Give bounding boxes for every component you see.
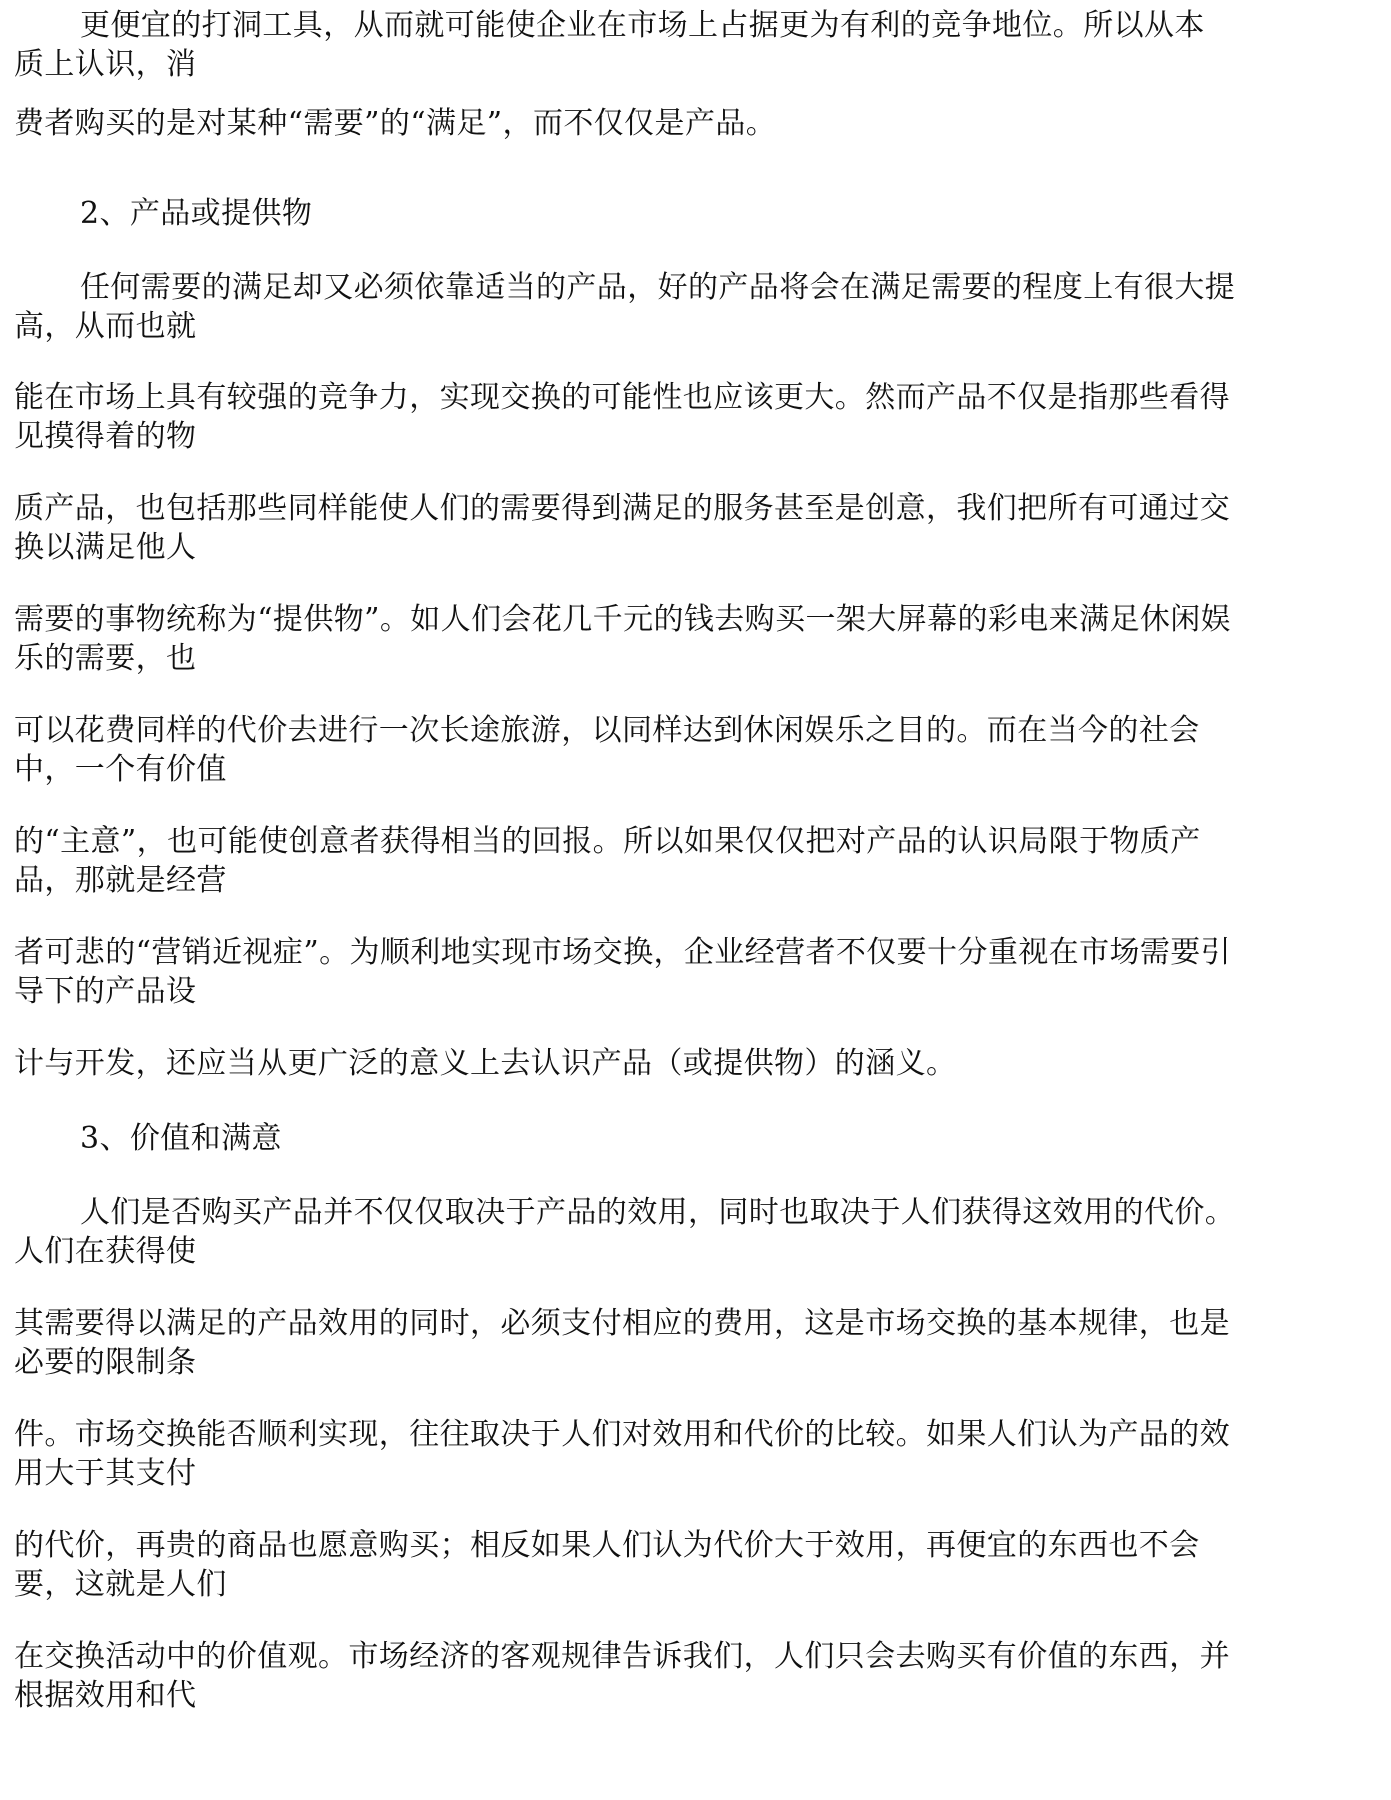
paragraph-16	[14, 1526, 1374, 1604]
document-page	[14, 0, 1374, 1800]
paragraph-line: 见摸得着的物	[14, 419, 197, 454]
paragraph-line: 件。市场交换能否顺利实现，往往取决于人们对效用和代价的比较。如果人们认为产品的效	[14, 1417, 1230, 1452]
paragraph-line: 可以花费同样的代价去进行一次长途旅游，以同样达到休闲娱乐之目的。而在当今的社会	[14, 713, 1200, 748]
paragraph-line: 质产品，也包括那些同样能使人们的需要得到满足的服务甚至是创意，我们把所有可通过交	[14, 491, 1230, 526]
paragraph-1	[14, 6, 1391, 84]
section-heading-product	[14, 194, 1391, 233]
paragraph-line: 品，那就是经营	[14, 863, 227, 898]
paragraph-line: 导下的产品设	[14, 974, 197, 1009]
paragraph-4	[14, 268, 1391, 346]
paragraph-line: 的代价，再贵的商品也愿意购买；相反如果人们认为代价大于效用，再便宜的东西也不会	[14, 1528, 1200, 1563]
paragraph-6	[14, 489, 1374, 567]
paragraph-line: 需要的事物统称为“提供物”。如人们会花几千元的钱去购买一架大屏幕的彩电来满足休闲娱	[14, 602, 1232, 637]
paragraph-line: 在交换活动中的价值观。市场经济的客观规律告诉我们，人们只会去购买有价值的东西，并	[14, 1639, 1230, 1674]
paragraph-line: 的“主意”，也可能使创意者获得相当的回报。所以如果仅仅把对产品的认识局限于物质产	[14, 824, 1201, 859]
section-heading: 2、产品或提供物	[80, 196, 313, 231]
paragraph-line: 其需要得以满足的产品效用的同时，必须支付相应的费用，这是市场交换的基本规律，也是	[14, 1306, 1230, 1341]
paragraph-line: 任何需要的满足却又必须依靠适当的产品，好的产品将会在满足需要的程度上有很大提	[80, 270, 1236, 305]
paragraph-line: 质上认识，消	[14, 47, 197, 82]
paragraph-11	[14, 1044, 1374, 1083]
paragraph-5	[14, 378, 1374, 456]
paragraph-line: 人们是否购买产品并不仅仅取决于产品的效用，同时也取决于人们获得这效用的代价。	[80, 1195, 1236, 1230]
paragraph-line: 根据效用和代	[14, 1678, 197, 1713]
paragraph-15	[14, 1415, 1374, 1493]
section-heading-value	[14, 1119, 1391, 1158]
paragraph-line: 费者购买的是对某种“需要”的“满足”，而不仅仅是产品。	[14, 106, 777, 141]
paragraph-line: 中，一个有价值	[14, 752, 227, 787]
paragraph-10	[14, 933, 1374, 1011]
paragraph-line: 用大于其支付	[14, 1456, 197, 1491]
paragraph-line: 能在市场上具有较强的竞争力，实现交换的可能性也应该更大。然而产品不仅是指那些看得	[14, 380, 1230, 415]
paragraph-2	[14, 104, 1374, 143]
paragraph-9	[14, 822, 1374, 900]
section-heading: 3、价值和满意	[80, 1121, 282, 1156]
paragraph-line: 计与开发，还应当从更广泛的意义上去认识产品（或提供物）的涵义。	[14, 1046, 957, 1081]
paragraph-line: 必要的限制条	[14, 1345, 197, 1380]
paragraph-8	[14, 711, 1374, 789]
paragraph-line: 要，这就是人们	[14, 1567, 227, 1602]
paragraph-line: 人们在获得使	[14, 1234, 197, 1269]
paragraph-line: 者可悲的“营销近视症”。为顺利地实现市场交换，企业经营者不仅要十分重视在市场需要引	[14, 935, 1232, 970]
paragraph-7	[14, 600, 1374, 678]
paragraph-line: 乐的需要，也	[14, 641, 197, 676]
paragraph-13	[14, 1193, 1391, 1271]
paragraph-line: 高，从而也就	[14, 309, 197, 344]
paragraph-14	[14, 1304, 1374, 1382]
paragraph-line: 换以满足他人	[14, 530, 197, 565]
paragraph-17	[14, 1637, 1374, 1715]
paragraph-line: 更便宜的打洞工具，从而就可能使企业在市场上占据更为有利的竞争地位。所以从本	[80, 8, 1205, 43]
